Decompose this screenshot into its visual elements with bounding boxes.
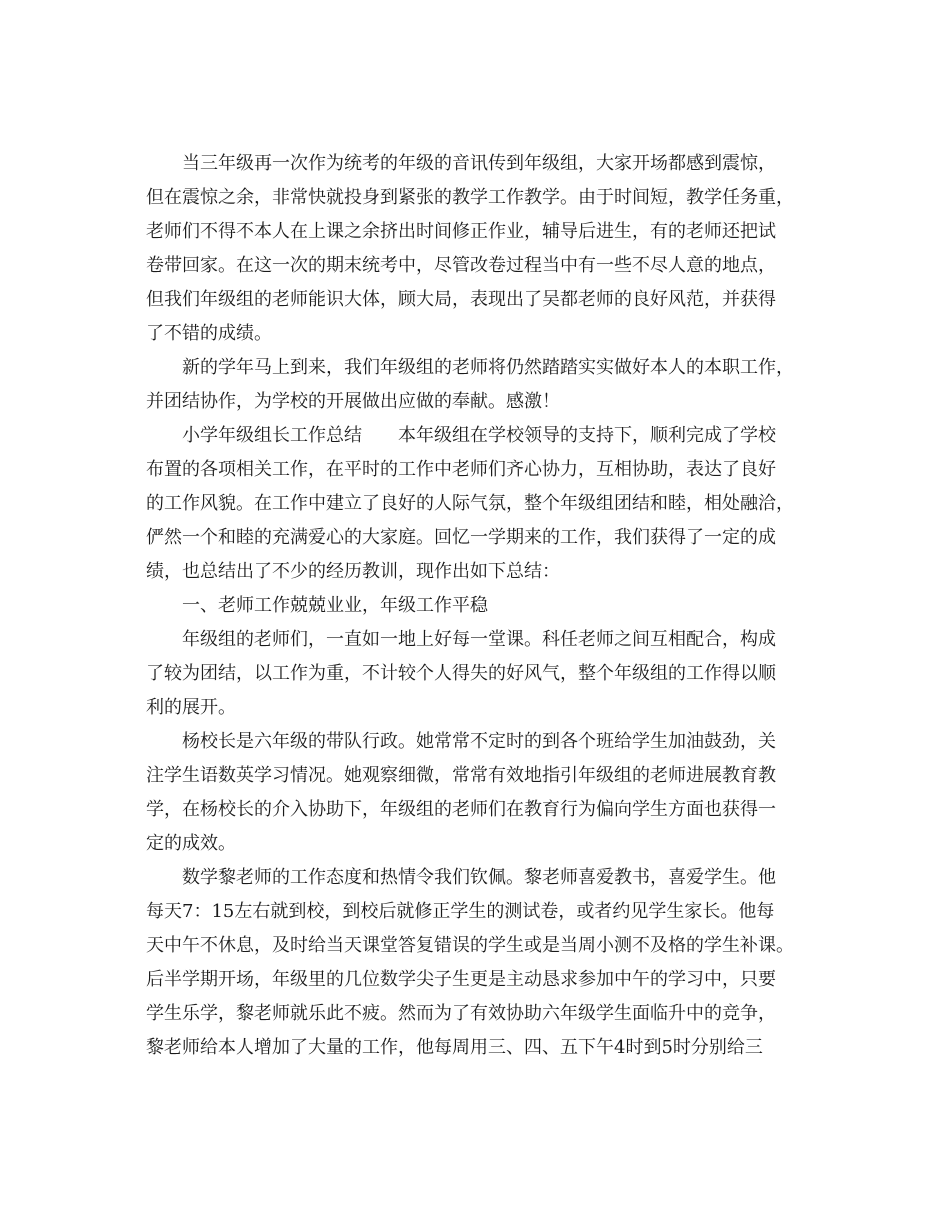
text-line: 的工作风貌。在工作中建立了良好的人际气氛，整个年级组团结和睦，相处融洽， (146, 493, 794, 514)
text-line: 新的学年马上到来，我们年级组的老师将仍然踏踏实实做好本人的本职工作， (182, 357, 794, 378)
text-line: 但我们年级组的老师能识大体，顾大局，表现出了吴都老师的良好风范，并获得 (146, 289, 776, 310)
text-line: 了不错的成绩。 (146, 323, 272, 344)
text-line: 黎老师给本人增加了大量的工作，他每周用三、四、五下午4时到5时分别给三 (146, 1037, 763, 1058)
text-line: 卷带回家。在这一次的期末统考中，尽管改卷过程当中有一些不尽人意的地点， (146, 255, 776, 276)
paragraph (146, 623, 808, 725)
text-line: 绩，也总结出了不少的经历教训，现作出如下总结： (146, 561, 560, 582)
text-line: 学生乐学，黎老师就乐此不疲。然而为了有效协助六年级学生面临升中的竞争， (146, 1003, 776, 1024)
text-line: 俨然一个和睦的充满爱心的大家庭。回忆一学期来的工作，我们获得了一定的成 (146, 527, 776, 548)
text-line: 但在震惊之余，非常快就投身到紧张的教学工作教学。由于时间短，教学任务重， (146, 187, 794, 208)
paragraph (146, 861, 808, 1065)
text-line: 并团结协作，为学校的开展做出应做的奉献。感激！ (146, 391, 560, 412)
text-line: 了较为团结，以工作为重，不计较个人得失的好风气，整个年级组的工作得以顺 (146, 663, 776, 684)
text-line: 利的展开。 (146, 697, 236, 718)
text-line: 老师们不得不本人在上课之余挤出时间修正作业，辅导后进生，有的老师还把试 (146, 221, 776, 242)
paragraph (146, 147, 808, 351)
text-line: 小学年级组长工作总结 本年级组在学校领导的支持下，顺利完成了学校 (182, 425, 776, 446)
text-line: 天中午不休息，及时给当天课堂答复错误的学生或是当周小测不及格的学生补课。 (146, 935, 794, 956)
text-line: 一、老师工作兢兢业业，年级工作平稳 (182, 595, 488, 616)
text-line: 注学生语数英学习情况。她观察细微，常常有效地指引年级组的老师进展教育教 (146, 765, 776, 786)
text-line: 布置的各项相关工作，在平时的工作中老师们齐心协力，互相协助，表达了良好 (146, 459, 776, 480)
text-line: 后半学期开场，年级里的几位数学尖子生更是主动恳求参加中午的学习中，只要 (146, 969, 776, 990)
paragraph (146, 419, 808, 589)
text-line: 杨校长是六年级的带队行政。她常常不定时的到各个班给学生加油鼓劲，关 (182, 731, 776, 752)
text-line: 定的成效。 (146, 833, 236, 854)
paragraph (146, 725, 808, 861)
text-line: 每天7：15左右就到校，到校后就修正学生的测试卷，或者约见学生家长。他每 (146, 901, 775, 922)
text-line: 数学黎老师的工作态度和热情令我们钦佩。黎老师喜爱教书，喜爱学生。他 (182, 867, 776, 888)
text-line: 当三年级再一次作为统考的年级的音讯传到年级组，大家开场都感到震惊， (182, 153, 776, 174)
document-body (146, 147, 808, 1065)
text-line: 学，在杨校长的介入协助下，年级组的老师们在教育行为偏向学生方面也获得一 (146, 799, 776, 820)
paragraph (146, 351, 808, 419)
text-line: 年级组的老师们，一直如一地上好每一堂课。科任老师之间互相配合，构成 (182, 629, 776, 650)
paragraph (146, 589, 808, 623)
